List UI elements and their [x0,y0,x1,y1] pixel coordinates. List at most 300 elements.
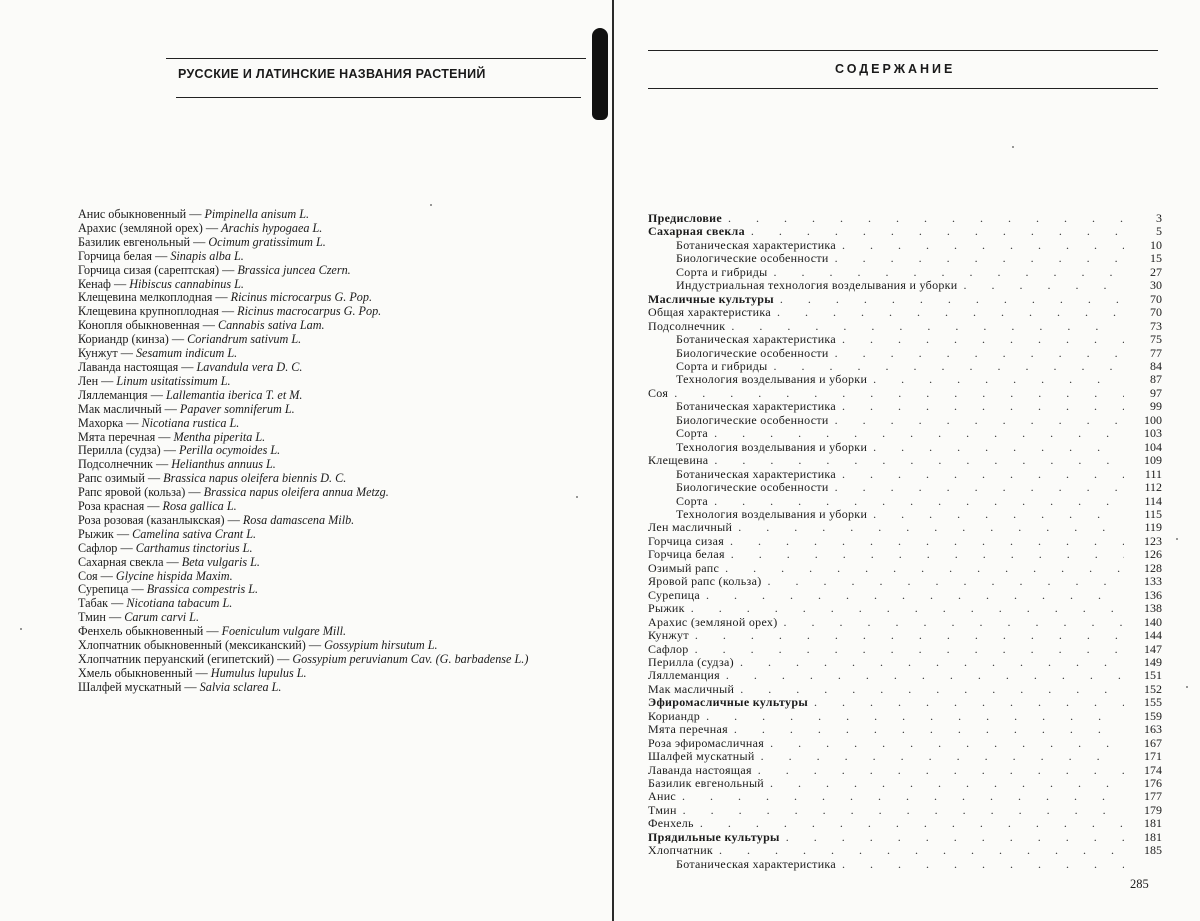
plant-latin-name: Foeniculum vulgare Mill. [221,624,347,639]
toc-leader-dots [835,347,1124,360]
right-header-rule-bottom [648,88,1158,89]
scan-speck [1176,538,1178,540]
plant-russian-name: Хмель обыкновенный — [78,665,211,680]
toc-entry [648,400,1162,413]
plant-latin-name: Perilla ocymoides L. [179,443,281,458]
plant-russian-name: Сафлор — [78,540,136,555]
toc-entry-title: Сорта [676,426,709,441]
toc-entry-title: Соя [648,385,669,400]
toc-entry [648,562,1162,575]
plant-russian-name: Горчица белая — [78,248,171,263]
binding-blot [592,28,608,120]
toc-entry-title: Арахис (земляной орех) [648,614,778,629]
plant-russian-name: Горчица сизая (сарептская) — [78,262,238,277]
toc-entry [648,481,1162,494]
plant-russian-name: Фенхель обыкновенный — [78,624,222,639]
book-gutter [612,0,614,921]
plant-entry [78,375,598,389]
toc-page-number: 151 [1144,668,1162,683]
toc-entry-title: Биологические особенности [676,412,829,427]
scan-speck [1012,146,1014,148]
plant-entry [78,472,598,486]
toc-entry [648,495,1162,508]
plant-latin-name: Arachis hypogaea L. [221,220,323,235]
toc-leader-dots [842,333,1124,346]
plant-entry [78,333,598,347]
toc-entry-title: Мята перечная [648,722,728,737]
toc-entry-title: Сорта и гибриды [676,358,768,373]
toc-page-number: 112 [1144,480,1162,495]
toc-entry [648,387,1162,400]
plant-russian-name: Роза розовая (казанлыкская) — [78,512,243,527]
plant-latin-name: Linum usitatissimum L. [116,373,231,388]
toc-leader-dots [682,790,1124,803]
toc-page-number: 99 [1150,399,1162,414]
toc-entry [648,535,1162,548]
plant-entry [78,291,598,305]
toc-entry-title: Тмин [648,802,677,817]
toc-entry-title: Технология возделывания и уборки [676,439,868,454]
toc-leader-dots [835,252,1124,265]
toc-leader-dots [784,616,1124,629]
toc-entry [648,414,1162,427]
toc-leader-dots [835,414,1124,427]
plant-entry [78,347,598,361]
plant-latin-name: Sesamum indicum L. [135,346,238,361]
toc-page-number: 15 [1150,251,1162,266]
toc-entry [648,723,1162,736]
plant-entry [78,583,598,597]
table-of-contents [648,212,1162,871]
toc-page-number: 155 [1144,695,1162,710]
toc-entry-title: Масличные культуры [648,291,774,306]
toc-leader-dots [719,844,1124,857]
toc-page-number: 177 [1144,789,1162,804]
plant-russian-name: Мак масличный — [78,401,180,416]
toc-page-number: 109 [1144,453,1162,468]
toc-entry-title: Анис [648,789,677,804]
toc-entry [648,441,1162,454]
toc-page-number: 77 [1150,345,1162,360]
plant-latin-name: Ricinus microcarpus G. Pop. [230,290,373,305]
plant-latin-name: Mentha piperita L. [173,429,266,444]
plant-russian-name: Лаванда настоящая — [78,359,197,374]
toc-entry [648,360,1162,373]
plant-entry [78,361,598,375]
toc-entry [648,589,1162,602]
toc-entry [648,831,1162,844]
toc-page-number: 174 [1144,762,1162,777]
plant-latin-name: Salvia sclarea L. [199,679,282,694]
toc-entry [648,669,1162,682]
toc-entry-title: Биологические особенности [676,345,829,360]
toc-entry [648,212,1162,225]
plant-entry [78,278,598,292]
plant-latin-name: Carthamus tinctorius L. [135,540,253,555]
plant-entry [78,403,598,417]
toc-entry-title: Кунжут [648,628,689,643]
toc-page-number: 70 [1150,305,1162,320]
toc-entry [648,508,1162,521]
plant-russian-name: Клещевина мелкоплодная — [78,290,231,305]
toc-page-number: 30 [1150,278,1162,293]
plant-russian-name: Конопля обыкновенная — [78,318,218,333]
toc-page-number: 185 [1144,843,1162,858]
toc-entry [648,468,1162,481]
toc-page-number: 115 [1144,506,1162,521]
toc-page-number: 136 [1144,587,1162,602]
toc-entry [648,454,1162,467]
plant-entry [78,389,598,403]
plant-entry [78,639,598,653]
toc-entry [648,777,1162,790]
toc-entry-title: Сафлор [648,641,689,656]
plant-entry [78,653,598,667]
plant-russian-name: Рапс яровой (кольза) — [78,485,204,500]
toc-entry-title: Яровой рапс (кольза) [648,574,762,589]
toc-leader-dots [730,535,1124,548]
toc-leader-dots [726,669,1124,682]
plant-russian-name: Соя — [78,568,116,583]
plant-latin-name: Pimpinella anisum L. [204,207,310,221]
toc-entry [648,696,1162,709]
toc-entry-title: Роза эфиромасличная [648,735,765,750]
plant-latin-name: Humulus lupulus L. [210,665,307,680]
toc-leader-dots [786,831,1124,844]
plant-entry [78,667,598,681]
plant-russian-name: Роза красная — [78,499,163,514]
toc-leader-dots [731,548,1124,561]
toc-page-number: 114 [1144,493,1162,508]
toc-leader-dots [777,306,1124,319]
plant-russian-name: Кенаф — [78,276,130,291]
toc-leader-dots [842,858,1124,871]
plant-russian-name: Рыжик — [78,526,133,541]
toc-page-number: 171 [1144,749,1162,764]
right-page-title: СОДЕРЖАНИЕ [835,62,956,76]
scan-speck [430,204,432,206]
plant-entry [78,250,598,264]
toc-entry-title: Технология возделывания и уборки [676,506,868,521]
plant-entry [78,528,598,542]
toc-page-number: 100 [1144,412,1162,427]
toc-page-number: 73 [1150,318,1162,333]
toc-page-number: 181 [1144,816,1162,831]
toc-page-number: 147 [1144,641,1162,656]
plant-entry [78,681,598,695]
toc-page-number: 3 [1156,211,1162,225]
toc-entry-title: Сахарная свекла [648,224,745,239]
toc-leader-dots [873,373,1124,386]
plant-russian-name: Подсолнечник — [78,457,172,472]
toc-page-number: 70 [1150,291,1162,306]
toc-leader-dots [731,320,1124,333]
toc-page-number: 75 [1150,332,1162,347]
toc-entry [648,844,1162,857]
plant-entry [78,305,598,319]
toc-leader-dots [964,279,1124,292]
toc-entry-title: Ботаническая характеристика [676,332,836,347]
toc-leader-dots [873,508,1124,521]
plant-latin-name: Lavandula vera D. C. [196,359,303,374]
toc-entry [648,616,1162,629]
toc-entry [648,239,1162,252]
plant-latin-name: Cannabis sativa Lam. [217,318,325,333]
toc-entry-title: Мак масличный [648,681,735,696]
plant-entry [78,514,598,528]
plant-russian-name: Кориандр (кинза) — [78,332,188,347]
toc-page-number: 27 [1150,264,1162,279]
toc-entry-title: Технология возделывания и уборки [676,372,868,387]
plant-russian-name: Хлопчатник обыкновенный (мексиканский) — [78,638,325,653]
toc-entry-title: Сорта и гибриды [676,264,768,279]
plant-latin-name: Carum carvi L. [124,610,200,625]
toc-entry [648,266,1162,279]
toc-leader-dots [770,737,1124,750]
plant-latin-name: Beta vulgaris L. [181,554,260,569]
plant-latin-name: Sinapis alba L. [170,248,244,263]
toc-page-number: 140 [1144,614,1162,629]
toc-entry [648,656,1162,669]
plant-names-list [78,208,598,695]
left-header-rule-top [166,58,586,59]
plant-latin-name: Rosa damascena Milb. [242,512,355,527]
plant-russian-name: Кунжут — [78,346,136,361]
toc-entry-title: Ботаническая характеристика [676,466,836,481]
toc-page-number: 111 [1144,466,1162,481]
plant-russian-name: Сурепица — [78,582,147,597]
toc-leader-dots [728,212,1124,225]
toc-entry [648,279,1162,292]
plant-russian-name: Табак — [78,596,127,611]
plant-entry [78,444,598,458]
toc-page-number: 126 [1144,547,1162,562]
toc-entry-title: Прядильные культуры [648,829,780,844]
toc-entry [648,737,1162,750]
toc-page-number: 138 [1144,601,1162,616]
plant-latin-name: Ocimum gratissimum L. [208,234,326,249]
toc-leader-dots [814,696,1124,709]
toc-page-number: 84 [1150,358,1162,373]
plant-latin-name: Glycine hispida Maxim. [115,568,233,583]
plant-entry [78,431,598,445]
plant-entry [78,611,598,625]
toc-page-number: 167 [1144,735,1162,750]
toc-entry-title: Фенхель [648,816,694,831]
toc-leader-dots [706,589,1124,602]
toc-entry [648,320,1162,333]
toc-leader-dots [740,683,1124,696]
plant-entry [78,500,598,514]
toc-entry [648,629,1162,642]
toc-entry-title: Ботаническая характеристика [676,856,836,871]
plant-russian-name: Тмин — [78,610,125,625]
plant-entry [78,319,598,333]
plant-russian-name: Сахарная свекла — [78,554,182,569]
toc-entry [648,790,1162,803]
toc-leader-dots [714,427,1124,440]
toc-leader-dots [740,656,1124,669]
plant-latin-name: Hibiscus cannabinus L. [129,276,244,291]
left-page-title: РУССКИЕ И ЛАТИНСКИЕ НАЗВАНИЯ РАСТЕНИЙ [178,67,486,81]
toc-entry [648,293,1162,306]
plant-latin-name: Gossypium hirsutum L. [324,638,438,653]
toc-entry-title: Озимый рапс [648,560,720,575]
toc-leader-dots [714,454,1124,467]
toc-entry [648,427,1162,440]
toc-page-number: 128 [1144,560,1162,575]
toc-page-number: 119 [1144,520,1162,535]
toc-leader-dots [734,723,1124,736]
toc-leader-dots [770,777,1124,790]
plant-latin-name: Ricinus macrocarpus G. Pop. [237,304,382,319]
right-header-rule-top [648,50,1158,51]
plant-russian-name: Ляллеманция — [78,387,166,402]
toc-leader-dots [780,293,1124,306]
toc-page-number: 97 [1150,385,1162,400]
plant-russian-name: Рапс озимый — [78,471,164,486]
toc-entry [648,710,1162,723]
toc-entry-title: Общая характеристика [648,305,771,320]
toc-leader-dots [873,441,1124,454]
toc-entry [648,306,1162,319]
plant-latin-name: Camelina sativa Crant L. [132,526,257,541]
plant-russian-name: Клещевина крупноплодная — [78,304,238,319]
plant-latin-name: Brassica compestris L. [146,582,259,597]
toc-entry-title: Горчица белая [648,547,725,562]
plant-latin-name: Nicotiana rustica L. [141,415,240,430]
toc-entry [648,858,1162,871]
plant-entry [78,625,598,639]
plant-latin-name: Brassica juncea Czern. [237,262,351,277]
plant-entry [78,417,598,431]
toc-page-number: 179 [1144,802,1162,817]
toc-leader-dots [691,602,1124,615]
toc-entry-title: Рыжик [648,601,685,616]
toc-entry [648,521,1162,534]
toc-entry-title: Кориандр [648,708,701,723]
plant-russian-name: Шалфей мускатный — [78,679,200,694]
plant-russian-name: Базилик евгенольный — [78,234,209,249]
toc-entry-title: Предисловие [648,211,722,225]
toc-page-number: 87 [1150,372,1162,387]
toc-entry-title: Ботаническая характеристика [676,399,836,414]
plant-latin-name: Brassica napus oleifera biennis D. C. [163,471,347,486]
toc-entry [648,643,1162,656]
toc-entry-title: Биологические особенности [676,480,829,495]
toc-leader-dots [683,804,1124,817]
plant-russian-name: Перилла (судза) — [78,443,179,458]
toc-entry-title: Лен масличный [648,520,733,535]
left-header-rule-bottom [176,97,581,98]
plant-latin-name: Helianthus annuus L. [171,457,276,472]
plant-entry [78,458,598,472]
toc-leader-dots [674,387,1124,400]
plant-entry [78,486,598,500]
toc-entry-title: Шалфей мускатный [648,749,755,764]
plant-latin-name: Gossypium peruvianum Cav. (G. barbadense L.) [292,652,529,666]
plant-latin-name: Brassica napus oleifera annua Metzg. [203,485,389,500]
toc-page-number: 5 [1156,224,1162,239]
toc-entry-title: Эфиромасличные культуры [648,695,808,710]
toc-entry [648,817,1162,830]
toc-page-number: 104 [1144,439,1162,454]
plant-entry [78,208,598,222]
toc-leader-dots [700,817,1124,830]
plant-entry [78,570,598,584]
toc-leader-dots [774,266,1124,279]
plant-entry [78,264,598,278]
toc-entry-title: Горчица сизая [648,533,725,548]
plant-latin-name: Papaver somniferum L. [179,401,295,416]
plant-latin-name: Nicotiana tabacum L. [126,596,233,611]
toc-leader-dots [842,239,1124,252]
toc-entry-title: Хлопчатник [648,843,714,858]
toc-entry-title: Сорта [676,493,709,508]
toc-leader-dots [706,710,1124,723]
toc-leader-dots [714,495,1124,508]
toc-entry-title: Перилла (судза) [648,654,734,669]
scan-speck [576,496,578,498]
toc-leader-dots [774,360,1124,373]
toc-entry-title: Ботаническая характеристика [676,237,836,252]
plant-entry [78,236,598,250]
toc-entry [648,602,1162,615]
plant-entry [78,556,598,570]
toc-leader-dots [842,400,1124,413]
toc-leader-dots [758,764,1124,777]
toc-page-number: 133 [1144,574,1162,589]
toc-leader-dots [761,750,1124,763]
toc-leader-dots [725,562,1124,575]
toc-page-number: 176 [1144,776,1162,791]
toc-entry [648,333,1162,346]
toc-entry [648,373,1162,386]
plant-entry [78,222,598,236]
plant-entry [78,597,598,611]
toc-entry [648,225,1162,238]
plant-latin-name: Coriandrum sativum L. [187,332,302,347]
toc-entry [648,804,1162,817]
plant-russian-name: Анис обыкновенный — [78,207,205,221]
plant-russian-name: Хлопчатник перуанский (египетский) — [78,652,293,666]
plant-russian-name: Мята перечная — [78,429,174,444]
toc-entry-title: Ляллеманция [648,668,720,683]
toc-entry-title: Индустриальная технология возделывания и уборки [676,278,958,293]
toc-entry-title: Биологические особенности [676,251,829,266]
toc-leader-dots [695,643,1124,656]
scan-speck [1186,686,1188,688]
toc-leader-dots [751,225,1124,238]
toc-entry-title: Подсолнечник [648,318,726,333]
toc-entry-title: Сурепица [648,587,701,602]
toc-leader-dots [738,521,1124,534]
toc-entry [648,548,1162,561]
toc-entry [648,252,1162,265]
plant-entry [78,542,598,556]
toc-entry [648,347,1162,360]
toc-page-number: 123 [1144,533,1162,548]
toc-entry-title: Клещевина [648,453,709,468]
toc-page-number: 144 [1144,628,1162,643]
toc-entry [648,575,1162,588]
page-number: 285 [1130,877,1149,891]
toc-leader-dots [835,481,1124,494]
toc-page-number: 10 [1150,237,1162,252]
toc-page-number: 103 [1144,426,1162,441]
plant-russian-name: Махорка — [78,415,142,430]
scan-speck [20,628,22,630]
